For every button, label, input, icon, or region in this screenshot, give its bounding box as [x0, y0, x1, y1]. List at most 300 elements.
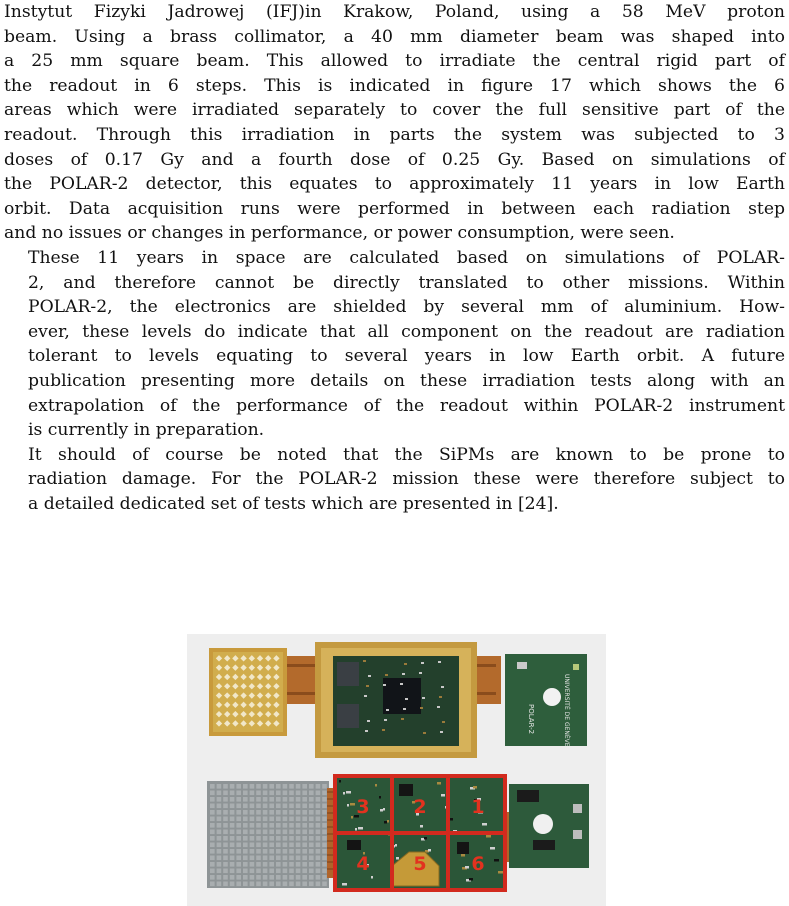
sipm-cell — [283, 830, 288, 835]
sipm-cell — [263, 843, 268, 848]
sipm-cell — [309, 797, 314, 802]
sipm-cell — [243, 849, 248, 854]
sipm-cell — [263, 804, 268, 809]
sipm-cell — [263, 810, 268, 815]
text-line: and no issues or changes in performance, or power consumption, were seen. — [4, 223, 675, 244]
text-line: publication presenting more details on these irradiation tests along with an — [28, 370, 785, 391]
sipm-cell — [296, 823, 301, 828]
sipm-cell — [250, 804, 255, 809]
text-line: It should of course be noted that the SiPMs are known to be prone to — [28, 444, 785, 465]
sipm-cell — [243, 797, 248, 802]
sipm-cell — [236, 804, 241, 809]
sipm-cell — [223, 836, 228, 841]
sipm-cell — [256, 843, 261, 848]
sipm-cell — [322, 797, 327, 802]
sipm-cell — [236, 810, 241, 815]
sipm-cell — [289, 843, 294, 848]
sipm-cell — [309, 823, 314, 828]
sipm-cell — [250, 830, 255, 835]
smd-part — [420, 825, 423, 828]
sipm-cell — [243, 784, 248, 789]
sipm-cell — [322, 804, 327, 809]
sipm-cell — [230, 882, 235, 887]
figure-17-photo — [187, 634, 606, 906]
sipm-cell — [243, 875, 248, 880]
sipm-cell — [223, 869, 228, 874]
sipm-cell — [230, 804, 235, 809]
sipm-cell — [283, 882, 288, 887]
sipm-cell — [302, 817, 307, 822]
sipm-cell — [210, 817, 215, 822]
smd-part — [482, 823, 487, 826]
sipm-cell — [217, 869, 222, 874]
smd-part — [363, 660, 366, 662]
smd-part — [375, 784, 377, 787]
sipm-cell — [263, 823, 268, 828]
smd-part — [350, 803, 355, 806]
sipm-cell — [256, 836, 261, 841]
sipm-cell — [263, 784, 268, 789]
sipm-cell — [269, 797, 274, 802]
sipm-cell — [217, 875, 222, 880]
smd-part — [347, 804, 349, 807]
sipm-cell — [322, 882, 327, 887]
sipm-cell — [263, 791, 268, 796]
smd-part — [420, 707, 423, 709]
area-label-1: 1 — [471, 796, 485, 818]
smd-part — [384, 821, 387, 824]
sipm-cell — [289, 882, 294, 887]
sipm-cell — [309, 804, 314, 809]
sipm-cell — [302, 823, 307, 828]
sipm-cell — [316, 856, 321, 861]
sipm-cell — [302, 836, 307, 841]
smd-part — [440, 731, 443, 733]
sipm-cell — [223, 875, 228, 880]
sipm-cell — [236, 875, 241, 880]
sipm-cell — [276, 791, 281, 796]
smd-part — [402, 673, 405, 675]
sipm-cell — [322, 791, 327, 796]
sipm-cell — [210, 804, 215, 809]
text-line: a detailed dedicated set of tests which are presented in [24]. — [28, 493, 559, 514]
sipm-cell — [236, 836, 241, 841]
sipm-cell — [289, 797, 294, 802]
sipm-cell — [302, 856, 307, 861]
sipm-cell — [322, 830, 327, 835]
sipm-cell — [256, 856, 261, 861]
sipm-cell — [217, 797, 222, 802]
sipm-cell — [283, 836, 288, 841]
sipm-cell — [269, 830, 274, 835]
sipm-cell — [217, 862, 222, 867]
sipm-cell — [316, 804, 321, 809]
sipm-cell — [269, 804, 274, 809]
smd-part — [343, 792, 345, 795]
sipm-cell — [269, 849, 274, 854]
sipm-cell — [217, 843, 222, 848]
sipm-cell — [302, 862, 307, 867]
sipm-cell — [309, 836, 314, 841]
sipm-cell — [263, 836, 268, 841]
sipm-cell — [269, 869, 274, 874]
sipm-cell — [210, 875, 215, 880]
sipm-cell — [296, 797, 301, 802]
sipm-cell — [210, 869, 215, 874]
sipm-cell — [236, 797, 241, 802]
text-line: radiation damage. For the POLAR-2 mission these were therefore subject to — [28, 469, 785, 490]
sipm-cell — [269, 810, 274, 815]
text-line: These 11 years in space are calculated based on simulations of POLAR- — [28, 247, 785, 268]
sipm-cell — [230, 810, 235, 815]
smd-part — [400, 683, 403, 685]
smd-part — [422, 697, 425, 699]
sipm-cell — [217, 804, 222, 809]
sipm-cell — [316, 849, 321, 854]
sipm-cell — [289, 869, 294, 874]
sipm-cell — [289, 836, 294, 841]
sipm-cell — [256, 797, 261, 802]
readout-boards-photo — [187, 634, 606, 906]
sipm-cell — [223, 862, 228, 867]
smd-part — [365, 730, 368, 732]
sipm-cell — [230, 849, 235, 854]
sipm-cell — [309, 856, 314, 861]
smd-part — [473, 786, 477, 789]
smd-part — [437, 706, 440, 708]
paper-page — [4, 0, 785, 516]
sipm-cell — [217, 823, 222, 828]
sipm-cell — [250, 862, 255, 867]
smd-part — [366, 685, 369, 687]
sipm-cell — [289, 817, 294, 822]
smd-part — [486, 835, 491, 838]
sipm-cell — [243, 804, 248, 809]
body-text — [4, 0, 785, 516]
sipm-cell — [302, 849, 307, 854]
sipm-cell — [230, 830, 235, 835]
sipm-cell — [296, 784, 301, 789]
sipm-cell — [309, 862, 314, 867]
sipm-cell — [223, 849, 228, 854]
area-label-5: 5 — [413, 853, 427, 875]
sipm-cell — [236, 830, 241, 835]
sipm-cell — [302, 882, 307, 887]
smd-part — [387, 820, 389, 823]
smd-part — [342, 883, 347, 886]
smd-part — [386, 709, 389, 711]
area-label-2: 2 — [413, 796, 427, 818]
sipm-cell — [322, 862, 327, 867]
sipm-cell — [309, 810, 314, 815]
smd-part — [371, 876, 373, 879]
sipm-cell — [256, 784, 261, 789]
sipm-cell — [236, 843, 241, 848]
sipm-cell — [256, 875, 261, 880]
smd-part — [423, 732, 426, 734]
text-line: extrapolation of the performance of the readout within POLAR-2 instrument — [28, 395, 785, 416]
sipm-cell — [263, 875, 268, 880]
sipm-cell — [269, 823, 274, 828]
sipm-cell — [250, 836, 255, 841]
sipm-cell — [309, 869, 314, 874]
sipm-cell — [322, 784, 327, 789]
sipm-cell — [283, 823, 288, 828]
sipm-cell — [223, 810, 228, 815]
sipm-cell — [243, 791, 248, 796]
sipm-cell — [316, 869, 321, 874]
sipm-cell — [269, 791, 274, 796]
sipm-cell — [250, 817, 255, 822]
paragraph — [4, 443, 785, 517]
sipm-cell — [230, 797, 235, 802]
sipm-cell — [236, 849, 241, 854]
sipm-cell — [263, 797, 268, 802]
chip — [399, 784, 413, 796]
sipm-cell — [283, 856, 288, 861]
sipm-cell — [296, 817, 301, 822]
smd-part — [469, 878, 473, 881]
sipm-cell — [223, 823, 228, 828]
sipm-cell — [316, 882, 321, 887]
sipm-cell — [276, 862, 281, 867]
sipm-cell — [263, 817, 268, 822]
sipm-cell — [236, 856, 241, 861]
sipm-cell — [296, 804, 301, 809]
smd-part — [441, 686, 444, 688]
sipm-cell — [250, 856, 255, 861]
sipm-cell — [296, 856, 301, 861]
sipm-cell — [236, 817, 241, 822]
sipm-cell — [250, 843, 255, 848]
text-line: readout. Through this irradiation in parts the system was subjected to 3 — [4, 124, 785, 145]
area-label-6: 6 — [471, 853, 485, 875]
sipm-cell — [289, 791, 294, 796]
sipm-cell — [322, 843, 327, 848]
smd-part — [383, 684, 386, 686]
sipm-cell — [269, 843, 274, 848]
sipm-cell — [269, 836, 274, 841]
text-line: doses of 0.17 Gy and a fourth dose of 0.25 Gy. Based on simulations of — [4, 149, 785, 170]
sipm-cell — [302, 804, 307, 809]
sipm-cell — [322, 856, 327, 861]
sipm-cell — [263, 869, 268, 874]
sipm-cell — [289, 804, 294, 809]
sipm-cell — [250, 791, 255, 796]
sipm-cell — [322, 875, 327, 880]
smd-part — [405, 698, 408, 700]
smd-part — [339, 780, 341, 783]
sipm-cell — [309, 817, 314, 822]
sipm-cell — [223, 804, 228, 809]
sipm-cell — [283, 849, 288, 854]
sipm-cell — [256, 810, 261, 815]
smd-part — [351, 816, 353, 819]
sipm-cell — [210, 849, 215, 854]
sipm-cell — [263, 882, 268, 887]
sipm-cell — [269, 856, 274, 861]
text-line: POLAR-2, the electronics are shielded by several mm of aluminium. How- — [28, 297, 785, 318]
sipm-cell — [243, 862, 248, 867]
sipm-cell — [230, 836, 235, 841]
paragraph — [4, 246, 785, 443]
sipm-cell — [250, 823, 255, 828]
sipm-cell — [223, 817, 228, 822]
polar2-board-label: POLAR-2 — [527, 704, 535, 735]
area-label-4: 4 — [356, 853, 370, 875]
sipm-cell — [236, 823, 241, 828]
smd-part — [364, 695, 367, 697]
sipm-cell — [316, 817, 321, 822]
sipm-cell — [250, 810, 255, 815]
sipm-cell — [316, 784, 321, 789]
smd-part — [382, 729, 385, 731]
sipm-cell — [289, 849, 294, 854]
sipm-cell — [269, 784, 274, 789]
sipm-cell — [276, 784, 281, 789]
sipm-cell — [276, 875, 281, 880]
sipm-cell — [217, 791, 222, 796]
sipm-cell — [276, 817, 281, 822]
sipm-cell — [276, 823, 281, 828]
sipm-cell — [223, 791, 228, 796]
sipm-cell — [316, 843, 321, 848]
sipm-cell — [243, 869, 248, 874]
smd-part — [498, 871, 503, 874]
smd-part — [494, 859, 499, 862]
sipm-cell — [302, 843, 307, 848]
sipm-cell — [236, 791, 241, 796]
sipm-cell — [256, 791, 261, 796]
sipm-cell — [256, 817, 261, 822]
sipm-cell — [296, 882, 301, 887]
sipm-cell — [250, 869, 255, 874]
smd-part — [385, 674, 388, 676]
smd-part — [379, 796, 381, 799]
sipm-cell — [309, 784, 314, 789]
smd-part — [355, 828, 357, 831]
sipm-cell — [296, 843, 301, 848]
sipm-cell — [217, 810, 222, 815]
sipm-cell — [210, 836, 215, 841]
sipm-cell — [283, 804, 288, 809]
smd-part — [421, 662, 424, 664]
sipm-cell — [210, 797, 215, 802]
sipm-cell — [316, 862, 321, 867]
sipm-cell — [217, 817, 222, 822]
chip — [347, 840, 361, 850]
sipm-cell — [230, 784, 235, 789]
smd-part — [424, 837, 427, 840]
sipm-cell — [256, 882, 261, 887]
smd-part — [490, 847, 495, 850]
sipm-cell — [296, 810, 301, 815]
sipm-cell — [302, 875, 307, 880]
sipm-cell — [256, 862, 261, 867]
sipm-cell — [256, 804, 261, 809]
sipm-cell — [309, 830, 314, 835]
sipm-cell — [250, 849, 255, 854]
sipm-cell — [302, 797, 307, 802]
sipm-cell — [250, 882, 255, 887]
sipm-cell — [276, 804, 281, 809]
smd-part — [346, 791, 351, 794]
sipm-cell — [210, 843, 215, 848]
sipm-cell — [217, 784, 222, 789]
smd-part — [403, 708, 406, 710]
sipm-cell — [263, 849, 268, 854]
sipm-cell — [269, 817, 274, 822]
sipm-cell — [223, 882, 228, 887]
sipm-cell — [296, 836, 301, 841]
smd-part — [358, 827, 363, 830]
sipm-cell — [289, 875, 294, 880]
smd-part — [428, 849, 431, 852]
sipm-cell — [302, 791, 307, 796]
sipm-cell — [223, 856, 228, 861]
sipm-cell — [256, 849, 261, 854]
chip — [337, 704, 359, 728]
text-line: the readout in 6 steps. This is indicated in figure 17 which shows the 6 — [4, 75, 785, 96]
sipm-cell — [309, 849, 314, 854]
sipm-cell — [309, 882, 314, 887]
sipm-cell — [309, 791, 314, 796]
sipm-cell — [256, 830, 261, 835]
sipm-cell — [269, 882, 274, 887]
sipm-cell — [243, 843, 248, 848]
sipm-cell — [210, 882, 215, 887]
sipm-cell — [243, 836, 248, 841]
sipm-cell — [236, 869, 241, 874]
sipm-cell — [276, 869, 281, 874]
sipm-cell — [302, 810, 307, 815]
sipm-cell — [223, 843, 228, 848]
text-line: orbit. Data acquisition runs were performed in between each radiation step — [4, 198, 785, 219]
sipm-cell — [283, 810, 288, 815]
sipm-cell — [243, 810, 248, 815]
sipm-cell — [230, 856, 235, 861]
sipm-cell — [217, 836, 222, 841]
university-board-label: UNIVERSITÉ DE GENÈVE — [563, 674, 570, 747]
sipm-cell — [316, 791, 321, 796]
sipm-cell — [223, 797, 228, 802]
paragraph — [4, 0, 785, 246]
sipm-cell — [302, 830, 307, 835]
sipm-cell — [276, 856, 281, 861]
smd-part — [465, 866, 469, 869]
text-line: tolerant to levels equating to several years in low Earth orbit. A future — [28, 346, 785, 367]
sipm-cell — [217, 882, 222, 887]
sipm-cell — [283, 817, 288, 822]
sipm-cell — [256, 869, 261, 874]
sipm-cell — [236, 882, 241, 887]
sipm-cell — [230, 862, 235, 867]
smd-part — [437, 782, 441, 785]
sipm-cell — [322, 823, 327, 828]
chip — [457, 842, 469, 854]
sipm-cell — [217, 856, 222, 861]
sipm-cell — [230, 843, 235, 848]
sipm-cell — [283, 784, 288, 789]
sipm-cell — [243, 817, 248, 822]
sipm-cell — [296, 869, 301, 874]
sipm-cell — [217, 849, 222, 854]
sipm-cell — [230, 823, 235, 828]
sipm-cell — [283, 862, 288, 867]
sipm-cell — [283, 869, 288, 874]
sipm-cell — [263, 856, 268, 861]
smd-part — [368, 675, 371, 677]
